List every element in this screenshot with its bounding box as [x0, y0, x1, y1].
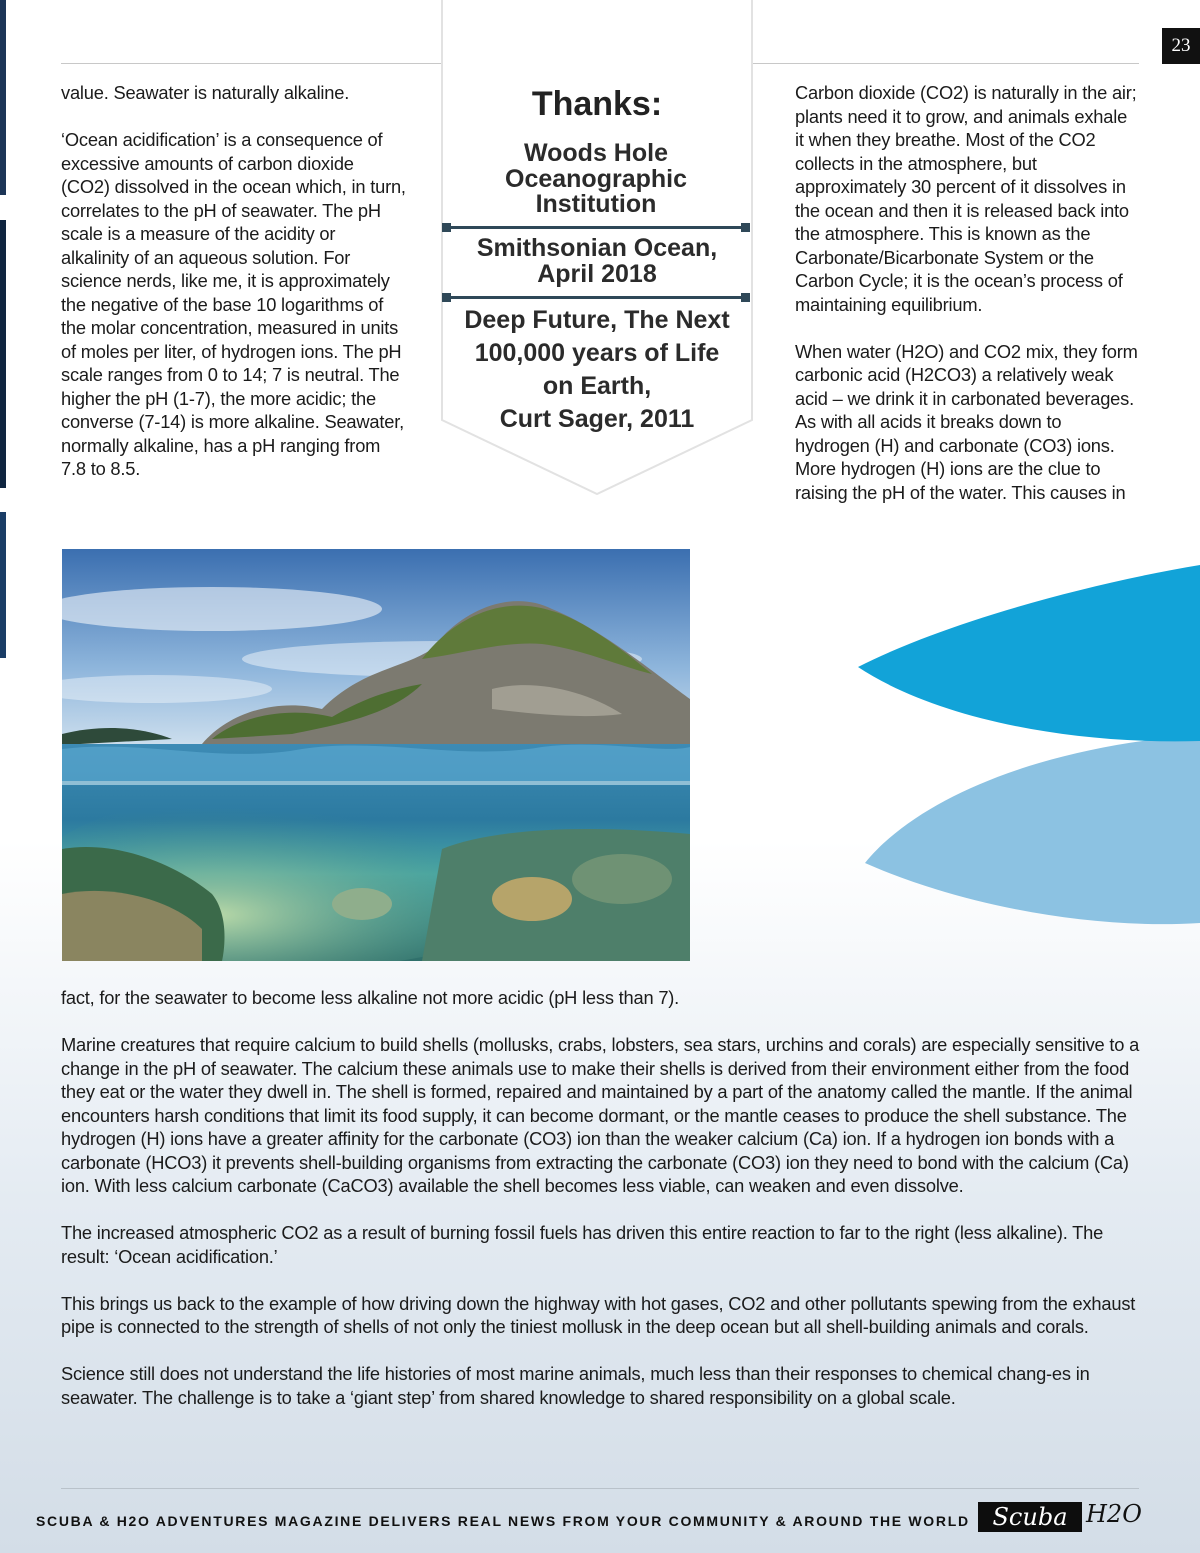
- banner-divider: [445, 296, 747, 299]
- decorative-blue-shapes: [850, 565, 1200, 930]
- accent-blue-shape: [858, 565, 1200, 741]
- credit-deep-future: [441, 304, 753, 436]
- h2o-logo: H2O: [1086, 1500, 1142, 1528]
- credit-woods-hole: [491, 141, 701, 218]
- reef-photo: [62, 549, 690, 961]
- banner-divider: [445, 226, 747, 229]
- thanks-banner: [441, 0, 753, 496]
- paragraph: value. Seawater is naturally alkaline.: [61, 82, 350, 103]
- thanks-title: Thanks:: [531, 85, 663, 123]
- credit-line: Curt Sager, 2011: [499, 405, 695, 433]
- page-edge-strip: [0, 512, 6, 658]
- page-edge-strip: [0, 220, 6, 488]
- left-column: [61, 81, 406, 481]
- credit-text: Woods Hole Oceanographic Institution: [505, 139, 687, 218]
- credit-line: Deep Future, The Next: [464, 306, 730, 334]
- paragraph: The increased atmospheric CO2 as a result of burning fossil fuels has driven this entire reaction to far to the right (less alkaline). The result: ‘Ocean acidification.’: [61, 1222, 1104, 1267]
- paragraph: Carbon dioxide (CO2) is naturally in the air; plants need it to grow, and animals exhale it when they breathe. Most of the CO2 collects in the atmosphere, but approximately 30 percent of it dissolves in the ocean and then it is released back into the atmosphere. This is known as the Carbonate/Bicarbonate System or the Carbon Cycle; it is the ocean’s process of maintaining equilibrium.: [795, 82, 1137, 315]
- paragraph: Marine creatures that require calcium to build shells (mollusks, crabs, lobsters, sea stars, urchins and corals) are especially sensitive to a change in the pH of seawater. The calcium these animals use to make their shells is derived from their environment either from the food they eat or the water they dwell in. The shell is formed, repaired and maintained by a part of the anatomy called the mantle. If the animal encounters harsh conditions that limit its food supply, it can become dormant, or the mantle ceases to produce the shell substance. The hydrogen (H) ions have a greater affinity for the carbonate (CO3) ion than the weaker calcium (Ca) ion. If a hydrogen ion bonds with a carbonate (HCO3) it prevents shell-building organisms from extracting the carbonate (CO3) ion they need to bond with the calcium (Ca) ion. With less calcium carbonate (CaCO3) available the shell becomes less viable, can weaken and even dissolve.: [61, 1034, 1140, 1196]
- footer-tagline: SCUBA & H2O ADVENTURES MAGAZINE DELIVERS REAL NEWS FROM YOUR COMMUNITY & AROUND THE WORLD: [36, 1513, 970, 1529]
- credit-line: 100,000 years of Life: [474, 339, 720, 367]
- paragraph: fact, for the seawater to become less alkaline not more acidic (pH less than 7).: [61, 987, 680, 1008]
- right-column: [795, 81, 1140, 504]
- credit-line: on Earth,: [542, 372, 652, 400]
- scuba-logo: Scuba: [978, 1502, 1082, 1532]
- paragraph: When water (H2O) and CO2 mix, they form carbonic acid (H2CO3) a relatively weak acid – we drink it in carbonated beverages. As with all acids it breaks down to hydrogen (H) and carbonate (CO3) ions. More hydrogen (H) ions are the clue to raising the pH of the water. This causes in: [795, 340, 1138, 503]
- bottom-rule: [61, 1488, 1139, 1489]
- body-text: [61, 986, 1141, 1433]
- paragraph: ‘Ocean acidification’ is a consequence of excessive amounts of carbon dioxide (CO2) dissolved in the ocean which, in turn, correlates to the pH of seawater. The pH scale is a measure of the acidity or alkalinity of an aqueous solution. For science nerds, like me, it is approximately the negative of the base 10 logarithms of the molar concentration, measured in units of moles per liter, of hydrogen ions. The pH scale ranges from 0 to 14; 7 is neutral. The higher the pH (1-7), the more acidic; the converse (7-14) is more alkaline. Seawater, normally alkaline, has a pH ranging from 7.8 to 8.5.: [61, 129, 406, 479]
- light-blue-shape: [865, 735, 1200, 924]
- paragraph: Science still does not understand the life histories of most marine animals, much less than their responses to chemical chang-es in seawater. The challenge is to take a ‘giant step’ from shared knowledge to shared responsibility on a global scale.: [61, 1363, 1090, 1408]
- page-edge-strip: [0, 0, 6, 195]
- credit-smithsonian: [461, 236, 733, 287]
- page-number: 23: [1162, 28, 1200, 64]
- credit-text: Smithsonian Ocean, April 2018: [476, 234, 718, 288]
- reef-illustration: [62, 549, 690, 961]
- paragraph: This brings us back to the example of how driving down the highway with hot gases, CO2 and other pollutants spewing from the exhaust pipe is connected to the strength of shells of not only the tiniest mollusk in the deep ocean but all shell-building animals and corals.: [61, 1292, 1136, 1337]
